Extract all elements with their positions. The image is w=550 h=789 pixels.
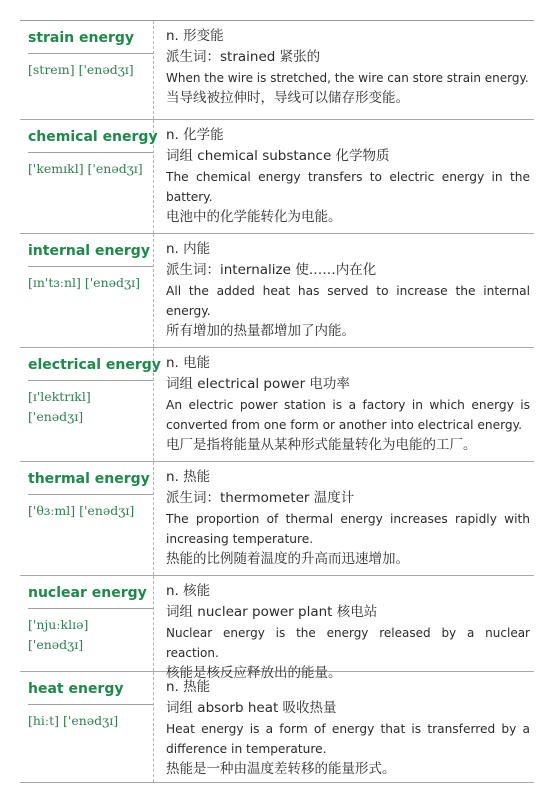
term-cell — [20, 234, 154, 347]
phonetic: ['kemɪkl] ['enədʒɪ] — [28, 161, 143, 176]
definition-cell — [154, 348, 534, 461]
related-word: 词组 electrical power 电功率 — [166, 376, 350, 392]
definition-cell — [154, 234, 534, 347]
example-en: The proportion of thermal energy increases rapidly with increasing temperature. — [166, 512, 530, 546]
phonetic: [hiːt] ['enədʒɪ] — [28, 713, 119, 728]
phonetic: [ɪ'lektrɪkl] ['enədʒɪ] — [28, 389, 91, 424]
example-en: Nuclear energy is the energy released by a nuclear reaction. — [166, 626, 530, 660]
part-of-speech: n. 形变能 — [166, 28, 224, 44]
part-of-speech: n. 化学能 — [166, 127, 224, 143]
part-of-speech: n. 热能 — [166, 679, 211, 695]
definition-cell — [154, 120, 534, 233]
example-zh: 电厂是指将能量从某种形式能量转化为电能的工厂。 — [166, 437, 477, 453]
term: strain energy — [28, 27, 153, 54]
example-zh: 所有增加的热量都增加了内能。 — [166, 323, 355, 339]
definition-cell — [154, 462, 534, 575]
entry-electrical-energy — [20, 348, 534, 462]
related-word: 派生词：thermometer 温度计 — [166, 490, 355, 506]
related-word: 词组 absorb heat 吸收热量 — [166, 700, 337, 716]
term: electrical energy — [28, 354, 153, 381]
term-cell — [20, 462, 154, 575]
term: thermal energy — [28, 468, 153, 495]
phonetic: ['njuːklɪə] ['enədʒɪ] — [28, 617, 89, 652]
definition-cell — [154, 21, 534, 119]
phonetic: [streɪn] ['enədʒɪ] — [28, 62, 134, 77]
part-of-speech: n. 核能 — [166, 583, 211, 599]
vocabulary-table — [20, 21, 534, 783]
related-word: 词组 chemical substance 化学物质 — [166, 148, 390, 164]
example-zh: 热能是一种由温度差转移的能量形式。 — [166, 761, 396, 777]
example-zh: 当导线被拉伸时，导线可以储存形变能。 — [166, 90, 409, 106]
term: internal energy — [28, 240, 153, 267]
phonetic: [ɪn'tɜːnl] ['enədʒɪ] — [28, 275, 140, 290]
entry-thermal-energy — [20, 462, 534, 576]
example-en: All the added heat has served to increase the internal energy. — [166, 284, 530, 318]
term-cell — [20, 672, 154, 782]
entry-strain-energy — [20, 21, 534, 120]
part-of-speech: n. 热能 — [166, 469, 211, 485]
term: chemical energy — [28, 126, 153, 153]
related-word: 派生词：strained 紧张的 — [166, 49, 321, 65]
related-word: 词组 nuclear power plant 核电站 — [166, 604, 378, 620]
phonetic: ['θɜːml] ['enədʒɪ] — [28, 503, 135, 518]
definition-cell — [154, 672, 534, 782]
part-of-speech: n. 内能 — [166, 241, 211, 257]
example-en: Heat energy is a form of energy that is transferred by a difference in temperature. — [166, 722, 530, 756]
example-en: When the wire is stretched, the wire can store strain energy. — [166, 71, 529, 85]
example-en: An electric power station is a factory in which energy is converted from one form or another into electrical energy. — [166, 398, 530, 432]
entry-chemical-energy — [20, 120, 534, 234]
term: heat energy — [28, 678, 153, 705]
term: nuclear energy — [28, 582, 153, 609]
entry-heat-energy — [20, 672, 534, 783]
term-cell — [20, 348, 161, 461]
entry-nuclear-energy — [20, 576, 534, 681]
term-cell — [20, 120, 158, 233]
example-zh: 热能的比例随着温度的升高而迅速增加。 — [166, 551, 409, 567]
term-cell — [20, 576, 154, 671]
part-of-speech: n. 电能 — [166, 355, 211, 371]
related-word: 派生词：internalize 使……内在化 — [166, 262, 377, 278]
term-cell — [20, 21, 154, 119]
definition-cell — [154, 576, 534, 681]
example-en: The chemical energy transfers to electric energy in the battery. — [166, 170, 530, 204]
example-zh: 电池中的化学能转化为电能。 — [166, 209, 342, 225]
example-zh: 核能是核反应释放出的能量。 — [166, 665, 342, 681]
entry-internal-energy — [20, 234, 534, 348]
